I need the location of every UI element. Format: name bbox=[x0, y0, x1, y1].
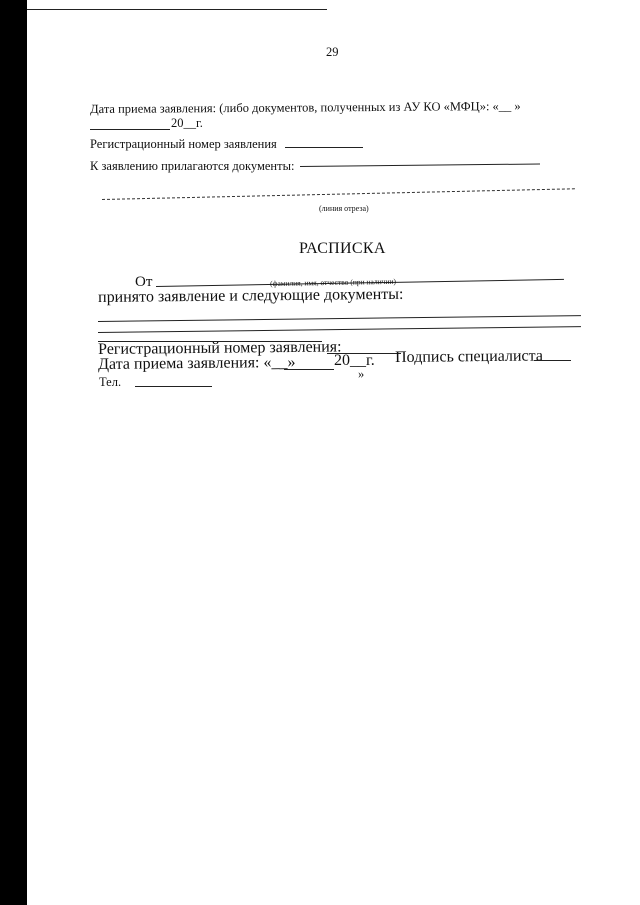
receipt-phone-blank bbox=[135, 386, 212, 387]
receipt-docs-line-2 bbox=[98, 326, 581, 333]
receipt-signature-blank bbox=[534, 360, 571, 361]
receipt-date-blank bbox=[284, 369, 334, 370]
attached-docs-blank bbox=[300, 163, 540, 167]
receipt-reg-number-label: Регистрационный номер заявления: bbox=[97, 338, 342, 358]
receipt-title: РАСПИСКА bbox=[299, 240, 386, 257]
receipt-from-label: От bbox=[135, 274, 153, 290]
date-year-text: 20__г. bbox=[171, 116, 203, 130]
cut-dashed-line bbox=[102, 188, 575, 200]
reg-number-label: Регистрационный номер заявления bbox=[90, 137, 277, 151]
cut-line-label: (линия отреза) bbox=[319, 204, 369, 213]
date-day-blank bbox=[90, 129, 170, 130]
attached-docs-label: К заявлению прилагаются документы: bbox=[90, 159, 295, 173]
reg-number-blank bbox=[285, 147, 363, 148]
scan-left-border bbox=[0, 0, 27, 905]
receipt-phone-label: Тел. bbox=[99, 375, 122, 389]
receipt-date-label: Дата приема заявления: «__» bbox=[97, 353, 296, 373]
receipt-quote-close: » bbox=[358, 367, 365, 381]
receipt-fio-hint: (фамилия, имя, отчество (при наличии) bbox=[269, 276, 397, 288]
date-received-line: Дата приема заявления: (либо документов, полученных из АУ КО «МФЦ»: «__ » bbox=[89, 98, 521, 116]
receipt-docs-line-1 bbox=[98, 315, 581, 322]
receipt-year-text: 20__г. bbox=[334, 352, 375, 369]
receipt-signature-label: Подпись специалиста bbox=[394, 347, 543, 366]
document-page bbox=[27, 0, 640, 905]
page-number: 29 bbox=[326, 45, 339, 59]
receipt-accepted-text: принято заявление и следующие документы: bbox=[97, 285, 404, 306]
